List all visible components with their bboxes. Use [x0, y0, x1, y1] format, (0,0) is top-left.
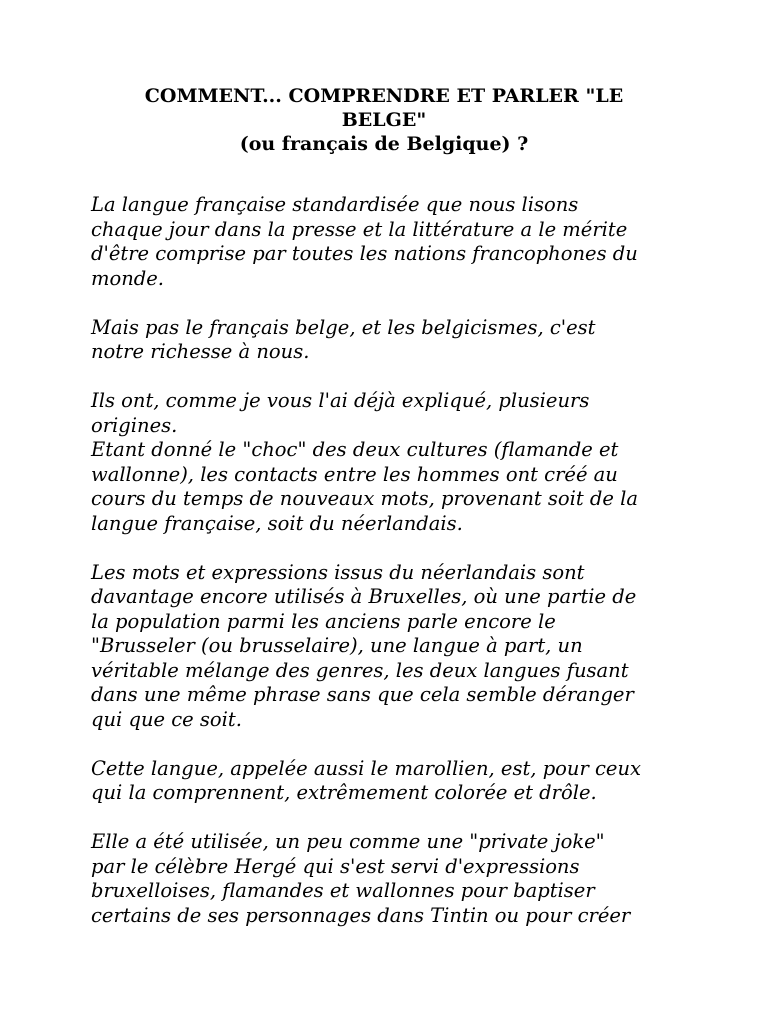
paragraph-line: cours du temps de nouveaux mots, provenant soit de la — [91, 487, 639, 510]
document-body — [91, 193, 691, 928]
paragraph-line: Elle a été utilisée, un peu comme une "private joke" — [91, 830, 605, 853]
paragraph-line: qui que ce soit. — [91, 707, 242, 731]
paragraph-line: d'être comprise par toutes les nations francophones du — [91, 242, 638, 265]
paragraph-line: notre richesse à nous. — [91, 340, 310, 363]
paragraph-1 — [91, 193, 691, 291]
paragraph-line: origines. — [91, 413, 178, 437]
paragraph-5 — [91, 561, 691, 733]
title-line-2: BELGE" — [341, 109, 427, 131]
paragraph-line: Cette langue, appelée aussi le marollien, est, pour ceux — [91, 756, 642, 780]
paragraph-line: dans une même phrase sans que cela semble déranger — [91, 683, 634, 706]
paragraph-3 — [91, 389, 691, 438]
paragraph-line: la population parmi les anciens parle encore le — [91, 609, 556, 633]
paragraph-line: chaque jour dans la presse et la littérature a le mérite — [91, 217, 628, 241]
paragraph-6 — [91, 757, 691, 806]
paragraph-line: wallonne), les contacts entre les hommes ont créé au — [91, 462, 618, 486]
paragraph-line: monde. — [91, 266, 165, 290]
paragraph-7 — [91, 830, 691, 928]
paragraph-line: Etant donné le "choc" des deux cultures (flamande et — [91, 438, 619, 461]
paragraph-line: Mais pas le français belge, et les belgicismes, c'est — [91, 315, 596, 339]
paragraph-line: par le célèbre Hergé qui s'est servi d'expressions — [91, 854, 580, 878]
paragraph-line: certains de ses personnages dans Tintin ou pour créer — [91, 903, 631, 927]
paragraph-line: Les mots et expressions issus du néerlandais sont — [91, 560, 585, 584]
paragraph-line: qui la comprennent, extrêmement colorée et drôle. — [91, 781, 597, 804]
paragraph-line: bruxelloises, flamandes et wallonnes pour baptiser — [91, 879, 595, 902]
paragraph-line: véritable mélange des genres, les deux langues fusant — [91, 658, 629, 682]
paragraph-line: "Brusseler (ou brusselaire), une langue à part, un — [91, 634, 583, 657]
paragraph-2 — [91, 316, 691, 365]
paragraph-line: Ils ont, comme je vous l'ai déjà expliqué, plusieurs — [91, 389, 590, 412]
paragraph-line: langue française, soit du néerlandais. — [91, 511, 463, 535]
document-title — [100, 84, 668, 156]
paragraph-line: davantage encore utilisés à Bruxelles, où une partie de — [91, 585, 637, 608]
paragraph-4 — [91, 438, 691, 536]
title-line-1: COMMENT... COMPRENDRE ET PARLER "LE — [144, 85, 624, 107]
title-subtitle: (ou français de Belgique) ? — [239, 133, 529, 155]
paragraph-line: La langue française standardisée que nous lisons — [91, 193, 579, 216]
